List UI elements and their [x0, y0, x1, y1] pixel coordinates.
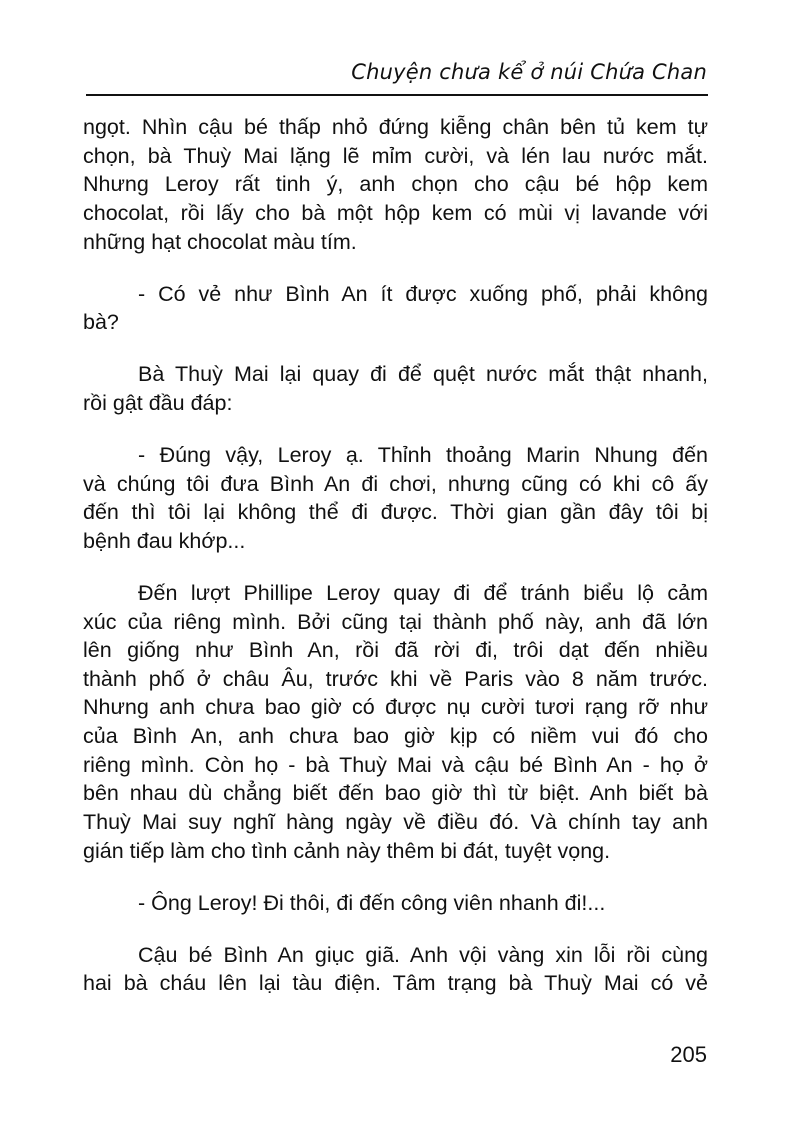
paragraph — [83, 941, 708, 998]
text-line: bệnh đau khớp... — [83, 528, 246, 553]
text-line: Thuỳ Mai suy nghĩ hàng ngày về điều đó. Và chính tay anh — [83, 810, 708, 835]
text-line: Nhưng Leroy rất tinh ý, anh chọn cho cậu bé hộp kem — [83, 172, 708, 197]
text-line: Nhưng anh chưa bao giờ có được nụ cười tươi rạng rỡ như — [83, 695, 708, 720]
text-line: thành phố ở châu Âu, trước khi về Paris vào 8 năm trước. — [83, 666, 708, 691]
text-line: gián tiếp làm cho tình cảnh này thêm bi đát, tuyệt vọng. — [83, 838, 611, 863]
text-line: và chúng tôi đưa Bình An đi chơi, nhưng cũng có khi cô ấy — [83, 471, 708, 496]
text-line: chocolat, rồi lấy cho bà một hộp kem có mùi vị lavande với — [83, 200, 708, 225]
text-line: ngọt. Nhìn cậu bé thấp nhỏ đứng kiễng chân bên tủ kem tự — [83, 115, 708, 139]
paragraph — [83, 579, 708, 865]
text-line: của Bình An, anh chưa bao giờ kịp có niềm vui đó cho — [83, 724, 708, 749]
paragraph — [83, 889, 708, 918]
text-line: những hạt chocolat màu tím. — [83, 229, 357, 254]
page-number: 205 — [670, 1042, 707, 1067]
text-line: rồi gật đầu đáp: — [83, 390, 233, 415]
paragraph — [83, 360, 708, 417]
text-line: chọn, bà Thuỳ Mai lặng lẽ mỉm cười, và lén lau nước mắt. — [83, 143, 708, 168]
text-line: - Đúng vậy, Leroy ạ. Thỉnh thoảng Marin Nhung đến — [138, 442, 708, 467]
text-line: Bà Thuỳ Mai lại quay đi để quệt nước mắt thật nhanh, — [138, 362, 708, 387]
page-body-text — [83, 113, 708, 1021]
text-line: hai bà cháu lên lại tàu điện. Tâm trạng bà Thuỳ Mai có vẻ — [83, 971, 708, 996]
text-line: riêng mình. Còn họ - bà Thuỳ Mai và cậu bé Bình An - họ ở — [83, 752, 708, 777]
text-line: đến thì tôi lại không thể đi được. Thời gian gần đây tôi bị — [83, 500, 708, 525]
text-line: Đến lượt Phillipe Leroy quay đi để tránh biểu lộ cảm — [138, 580, 708, 605]
text-line: bà? — [83, 310, 119, 335]
paragraph — [83, 441, 708, 556]
text-line: xúc của riêng mình. Bởi cũng tại thành phố này, anh đã lớn — [83, 609, 708, 634]
paragraph — [83, 280, 708, 337]
running-header-title: Chuyện chưa kể ở núi Chứa Chan — [351, 60, 707, 84]
text-line: - Có vẻ như Bình An ít được xuống phố, phải không — [138, 281, 708, 306]
text-line: - Ông Leroy! Đi thôi, đi đến công viên nhanh đi!... — [138, 890, 606, 915]
header-rule — [86, 94, 708, 96]
text-line: bên nhau dù chẳng biết đến bao giờ thì từ biệt. Anh biết bà — [83, 781, 708, 806]
paragraph — [83, 113, 708, 256]
text-line: Cậu bé Bình An giục giã. Anh vội vàng xin lỗi rồi cùng — [138, 942, 708, 967]
text-line: lên giống như Bình An, rồi đã rời đi, trôi dạt đến nhiều — [83, 638, 708, 663]
